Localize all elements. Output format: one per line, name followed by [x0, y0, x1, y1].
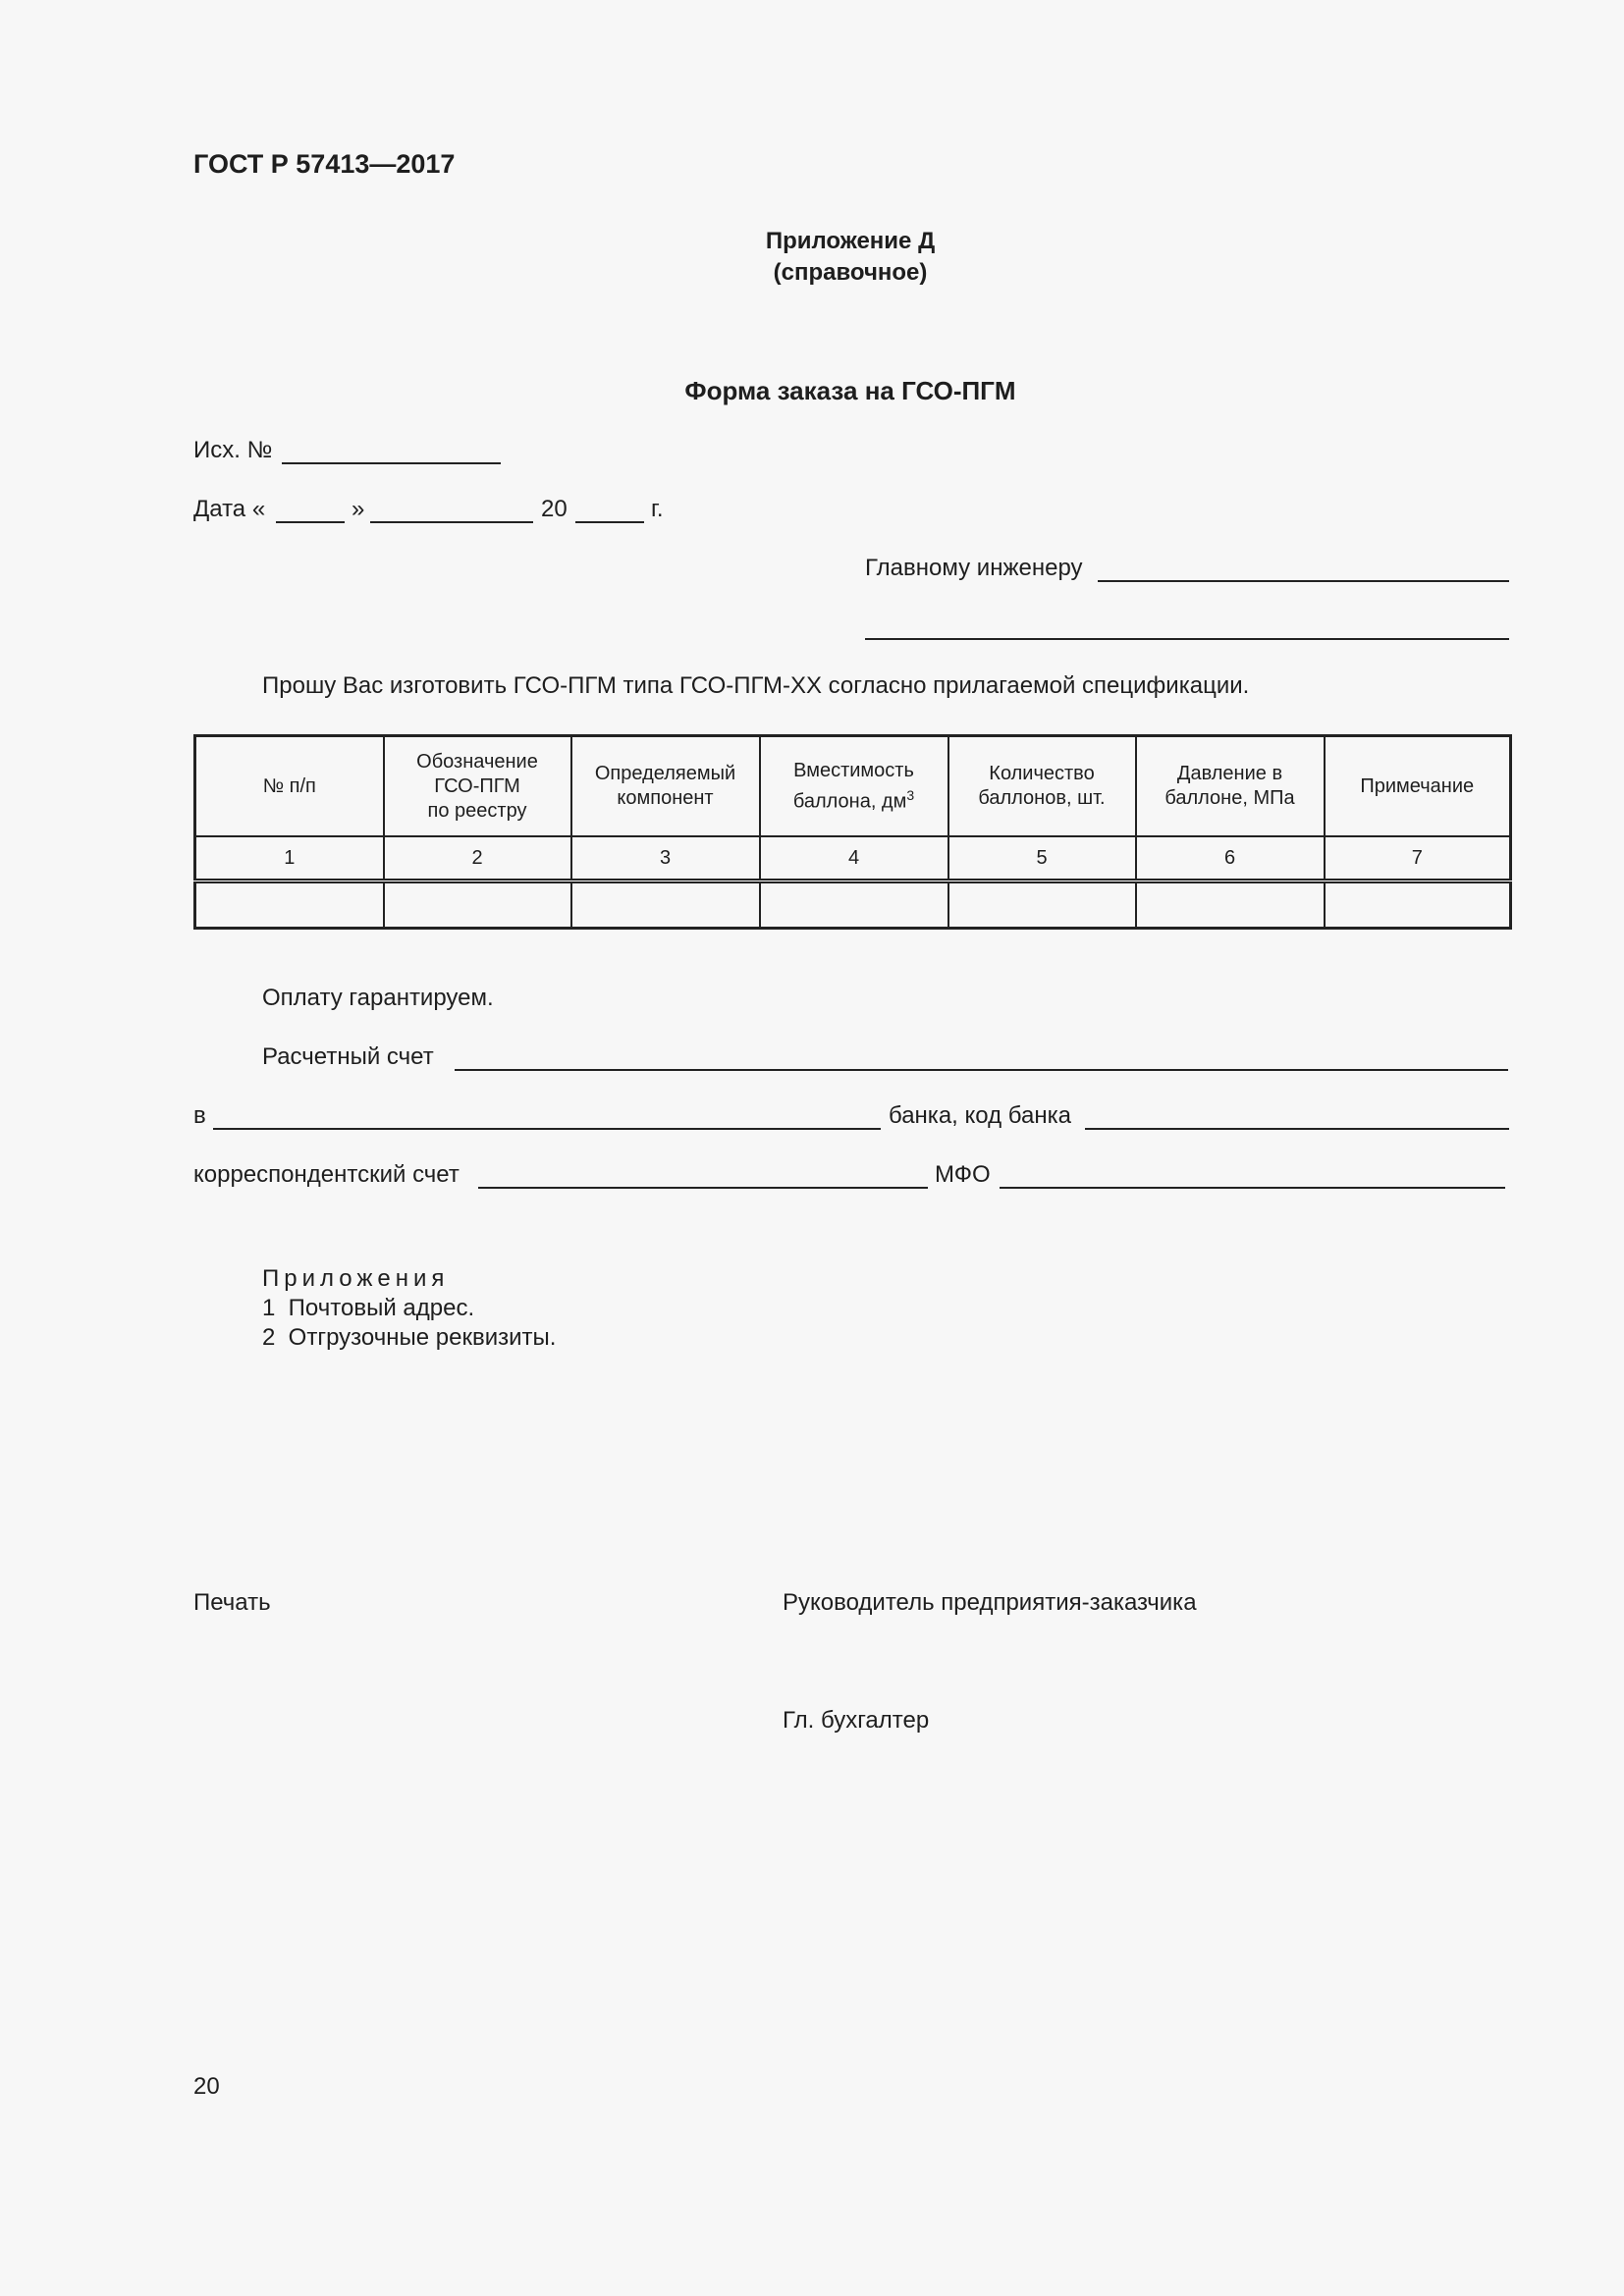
header-cell-number: № п/п	[195, 736, 384, 837]
column-number: 3	[571, 836, 760, 881]
appendix-heading	[556, 226, 1145, 289]
header-cell-designation: Обозначение ГСО-ПГМ по реестру	[384, 736, 571, 837]
bank-name-field[interactable]	[213, 1128, 881, 1130]
header-cell-pressure: Давление в баллоне, МПа	[1136, 736, 1325, 837]
specification-table	[193, 734, 1512, 930]
appendix-title: Приложение Д	[765, 228, 936, 254]
table-cell-input[interactable]	[1325, 881, 1511, 929]
addressee-label: Главному инженеру	[865, 555, 1083, 581]
bank-code-label: банка, код банка	[889, 1102, 1071, 1129]
table-cell-input[interactable]	[384, 881, 571, 929]
table-cell-input[interactable]	[760, 881, 948, 929]
payment-guarantee: Оплату гарантируем.	[262, 985, 494, 1011]
header-cell-note: Примечание	[1325, 736, 1511, 837]
document-id: ГОСТ Р 57413—2017	[193, 149, 456, 179]
header-cell-component: Определяемый компонент	[571, 736, 760, 837]
ref-number-field[interactable]	[282, 462, 501, 464]
date-year-prefix: 20	[541, 496, 568, 522]
mfo-field[interactable]	[1000, 1187, 1505, 1189]
corr-account-label: корреспондентский счет	[193, 1161, 460, 1188]
table-cell-input[interactable]	[195, 881, 384, 929]
bank-prefix: в	[193, 1102, 206, 1129]
appendix-subtitle: (справочное)	[773, 259, 928, 286]
form-title: Форма заказа на ГСО-ПГМ	[684, 376, 1016, 405]
date-suffix: г.	[651, 496, 664, 522]
table-column-number-row	[195, 836, 1511, 881]
date-quote-close: »	[352, 496, 365, 522]
account-label: Расчетный счет	[262, 1043, 434, 1070]
table-cell-input[interactable]	[948, 881, 1136, 929]
ref-number-label: Исх. №	[193, 437, 273, 463]
column-number: 5	[948, 836, 1136, 881]
table-header-row	[195, 736, 1511, 837]
stamp-label: Печать	[193, 1589, 271, 1616]
director-signature-label: Руководитель предприятия-заказчика	[783, 1589, 1197, 1616]
accountant-signature-label: Гл. бухгалтер	[783, 1707, 930, 1734]
volume-unit-superscript: 3	[906, 786, 915, 803]
corr-account-field[interactable]	[478, 1187, 928, 1189]
date-month-field[interactable]	[370, 521, 533, 523]
request-text: Прошу Вас изготовить ГСО-ПГМ типа ГСО-ПГМ-ХХ согласно прилагаемой спецификации.	[262, 672, 1250, 699]
date-day-field[interactable]	[276, 521, 345, 523]
table-cell-input[interactable]	[571, 881, 760, 929]
column-number: 7	[1325, 836, 1511, 881]
column-number: 2	[384, 836, 571, 881]
attachment-item: 2 Отгрузочные реквизиты.	[262, 1324, 557, 1351]
table-row	[195, 881, 1511, 929]
column-number: 1	[195, 836, 384, 881]
date-year-field[interactable]	[575, 521, 644, 523]
addressee-extra-field[interactable]	[865, 638, 1509, 640]
bank-code-field[interactable]	[1085, 1128, 1509, 1130]
account-field[interactable]	[455, 1069, 1508, 1071]
date-prefix: Дата «	[193, 496, 266, 522]
page-number: 20	[193, 2073, 220, 2100]
column-number: 4	[760, 836, 948, 881]
column-number: 6	[1136, 836, 1325, 881]
header-cell-volume: Вместимость баллона, $дм^3$	[760, 736, 948, 837]
attachments-title: Приложения	[262, 1265, 450, 1292]
addressee-name-field[interactable]	[1098, 580, 1509, 582]
table-cell-input[interactable]	[1136, 881, 1325, 929]
header-cell-quantity: Количество баллонов, шт.	[948, 736, 1136, 837]
mfo-label: МФО	[935, 1161, 991, 1188]
attachment-item: 1 Почтовый адрес.	[262, 1295, 475, 1321]
